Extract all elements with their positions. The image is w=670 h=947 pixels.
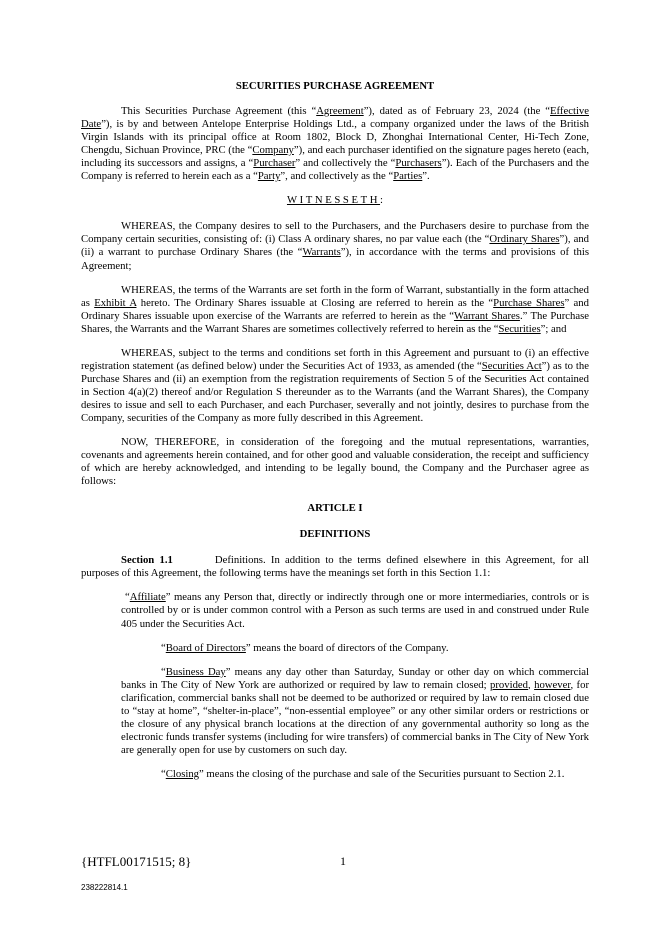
text-run: “	[125, 591, 130, 604]
text-run: “	[161, 767, 166, 780]
term-purchaser: Purchaser	[253, 157, 296, 170]
now-therefore-paragraph: NOW, THEREFORE, in consideration of the foregoing and the mutual representations, warranties, covenants and agreements herein contained, and for other good and valuable consideration, the receipt and sufficiency of which are hereby acknowledged, and intending to be legally bound, the Company and the Purchaser agree as follows:	[81, 436, 589, 488]
witnesseth-heading	[81, 194, 589, 207]
text-run: ”) as to the Purchase Shares and (ii) an exemption from the registration requirements of Section 5 of the Securities Act contained in Section 4(a)(2) thereof and/or Regulation S thereunder as to the Warrants (and the Warrant Shares), the Company desires to issue and sell to each Purchaser, and each Purchaser, severally and not jointly, desires to purchase from the Company, securities of the Company as more fully described in this Agreement.	[81, 359, 589, 424]
text-run: ”), and each purchaser identified on the signature pages hereto (each, including its successors and assigns, a “	[81, 144, 589, 170]
section-name: Definitions.	[214, 554, 266, 567]
text-run: ” means any Person that, directly or indirectly through one or more intermediaries, controls or is controlled by or is under common control with a Person as such terms are used in and construed under Rule 405 under the Securities Act.	[121, 591, 589, 630]
text-run: WHEREAS, the Company desires to sell to the Purchasers, and the Purchasers desire to purchase from the Company certain securities, consisting of: (i) Class A ordinary shares, no par value each (the “	[81, 220, 589, 246]
term-closing: Closing	[165, 767, 200, 780]
term-provided: provided	[490, 678, 529, 691]
definition-affiliate	[121, 591, 589, 630]
text-run: WHEREAS, subject to the terms and conditions set forth in this Agreement and pursuant to (i) an effective registration statement (as defined below) under the Securities Act of 1933, as amended (the “	[81, 346, 589, 372]
text-run: ” means the closing of the purchase and sale of the Securities pursuant to Section 2.1.	[199, 767, 565, 780]
text-run: .” The Purchase Shares, the Warrants and the Warrant Shares are sometimes collectively referred to herein as the “	[81, 309, 589, 335]
text-run: In addition to the terms defined elsewhere in this Agreement, for all purposes of this Agreement, the following terms have the meanings set forth in this Section 1.1:	[81, 554, 589, 580]
text-run: ”.	[422, 170, 430, 183]
text-run: hereto. The Ordinary Shares issuable at Closing are referred to herein as the “	[136, 296, 494, 309]
document-page	[81, 80, 589, 792]
article-heading: ARTICLE I	[307, 502, 363, 515]
term-party: Party	[257, 170, 281, 183]
text-run: ”). Each of the Purchasers and the Company is referred to herein each as a “	[81, 157, 589, 183]
whereas-paragraph-3	[81, 347, 589, 425]
text-run: ”, and collectively as the “	[280, 170, 394, 183]
text-run: This Securities Purchase Agreement (this “	[121, 105, 317, 118]
text-run: WHEREAS, the terms of the Warrants are set forth in the form of Warrant, substantially in the form attached as	[81, 283, 589, 309]
term-purchase-shares: Purchase Shares	[493, 296, 565, 309]
footer-page-number: 1	[340, 854, 346, 868]
term-company: Company	[252, 144, 294, 157]
term-parties: Parties	[393, 170, 423, 183]
definition-business-day	[121, 666, 589, 757]
exhibit-a-reference: Exhibit A	[94, 296, 137, 309]
intro-paragraph	[81, 105, 589, 183]
term-securities-act: Securities Act	[481, 359, 542, 372]
text-run: ”), dated as of February 23, 2024 (the “	[363, 105, 551, 118]
text-run: , for clarification, commercial banks shall not be deemed to be authorized or required by law to remain closed due to “stay at home”, “shelter-in-place”, “non-essential employee” or any other similar orders or restrictions or the closure of any physical branch locations at the direction of any governmental authority so long as the electronic funds transfer systems (including for wire transfers) of commercial banks in The City of New York are generally open for use by customers on such day.	[121, 678, 589, 756]
text-run: ”), is by and between Antelope Enterprise Holdings Ltd., a company organized under the laws of the British Virgin Islands with its principal office at Room 1802, Block D, Zhonghai International Center, Hi-Tech Zone, Chengdu, Sichuan Province, PRC (the “	[81, 118, 589, 157]
term-securities: Securities	[498, 322, 541, 335]
term-agreement: Agreement	[316, 105, 364, 118]
text-run: ” and collectively the “	[295, 157, 396, 170]
term-purchasers: Purchasers	[395, 157, 442, 170]
text-run: :	[380, 194, 384, 207]
footer-document-id: 238222814.1	[81, 883, 128, 892]
term-business-day: Business Day	[165, 665, 226, 678]
text-run: ”; and	[540, 322, 567, 335]
whereas-paragraph-1	[81, 220, 589, 272]
term-however: however	[534, 678, 571, 691]
witnesseth-word: WITNESSETH	[286, 194, 381, 207]
text-run: ” and Ordinary Shares issuable upon exercise of the Warrants are referred to herein as the “	[81, 296, 589, 322]
term-warrant-shares: Warrant Shares	[453, 309, 520, 322]
term-warrants: Warrants	[302, 246, 341, 259]
whereas-paragraph-2	[81, 284, 589, 336]
text-run: “	[161, 665, 166, 678]
definition-board-of-directors	[121, 642, 589, 655]
section-label: Section 1.1	[121, 554, 173, 567]
definitions-heading: DEFINITIONS	[299, 528, 371, 541]
document-title: SECURITIES PURCHASE AGREEMENT	[235, 80, 435, 92]
text-run: ”), and (ii) a warrant to purchase Ordinary Shares (the “	[81, 233, 590, 259]
term-affiliate: Affiliate	[129, 591, 166, 604]
term-effective-date: Effective Date	[81, 105, 589, 131]
term-ordinary-shares: Ordinary Shares	[489, 233, 560, 246]
term-board-of-directors: Board of Directors	[165, 641, 246, 654]
section-1-1-paragraph	[81, 554, 589, 580]
text-run: ”), in accordance with the terms and provisions of this Agreement;	[81, 246, 589, 272]
text-run: ” means the board of directors of the Company.	[245, 641, 449, 654]
footer-document-reference: {HTFL00171515; 8}	[81, 854, 192, 869]
text-run: “	[161, 641, 166, 654]
definition-closing	[121, 768, 589, 781]
text-run: ,	[528, 678, 535, 691]
text-run: ” means any day other than Saturday, Sunday or other day on which commercial banks in The City of New York are authorized or required by law to remain closed;	[121, 665, 589, 691]
